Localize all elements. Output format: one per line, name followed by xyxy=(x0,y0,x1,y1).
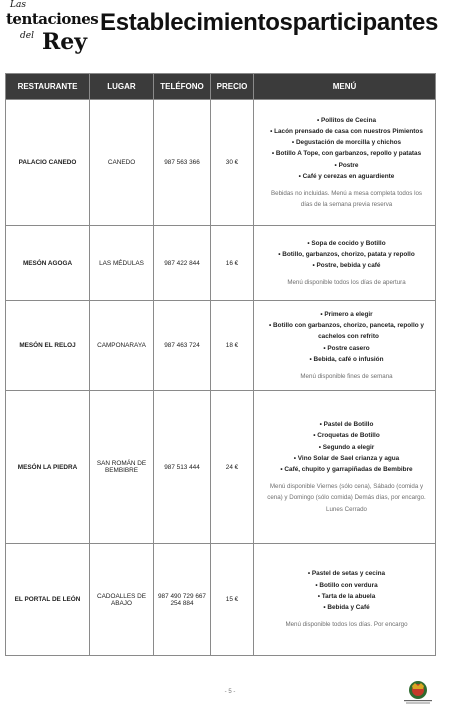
dish-list xyxy=(266,309,427,365)
menu-cell xyxy=(254,100,436,226)
dish-item: • Café, chupito y garrapiñadas de Bembibre xyxy=(266,464,427,475)
dish-item: • Bebida y Café xyxy=(266,602,427,613)
menu-cell xyxy=(254,391,436,544)
dish-item: • Bebida, café o infusión xyxy=(266,354,427,365)
restaurant-name: PALACIO CANEDO xyxy=(6,100,90,226)
brand-logo xyxy=(6,0,99,60)
restaurant-phone: 987 490 729 667 254 884 xyxy=(154,544,211,656)
dish-item: • Vino Solar de Sael crianza y agua xyxy=(266,453,427,464)
restaurant-place: CADOALLES DE ABAJO xyxy=(90,544,154,656)
restaurant-name: MESÓN AGOGA xyxy=(6,226,90,301)
restaurant-place: LAS MÉDULAS xyxy=(90,226,154,301)
restaurant-phone: 987 513 444 xyxy=(154,391,211,544)
menu-price: 15 € xyxy=(211,544,254,656)
restaurant-phone: 987 422 844 xyxy=(154,226,211,301)
dish-item: • Botillo con garbanzos, chorizo, panceta, repollo y cachelos con refrito xyxy=(266,320,427,342)
menu-note: Menú disponible todos los días de apertura xyxy=(287,279,406,287)
dish-item: • Sopa de cocido y Botillo xyxy=(266,238,427,249)
dish-item: • Postre, bebida y café xyxy=(266,260,427,271)
dish-item: • Botillo A Tope, con garbanzos, repollo y patatas xyxy=(266,148,427,159)
table-row xyxy=(6,100,436,226)
menu-price: 24 € xyxy=(211,391,254,544)
table-row xyxy=(6,301,436,391)
menu-note: Menú disponible todos los días. Por encargo xyxy=(285,621,408,629)
dish-list xyxy=(266,568,427,613)
logo-line-4: Rey xyxy=(42,29,88,55)
dish-item: • Pollitos de Cecina xyxy=(266,115,427,126)
dish-list xyxy=(266,115,427,182)
menu-price: 16 € xyxy=(211,226,254,301)
page-header xyxy=(0,0,460,62)
menu-cell xyxy=(254,301,436,391)
column-header-menu: MENÚ xyxy=(254,74,436,100)
dish-item: • Postre casero xyxy=(266,343,427,354)
dish-item: • Pastel de setas y cecina xyxy=(266,568,427,579)
restaurant-name: EL PORTAL DE LEÓN xyxy=(6,544,90,656)
dish-item: • Degustación de morcilla y chichos xyxy=(266,137,427,148)
page-title: Establecimientosparticipantes xyxy=(100,9,439,36)
column-header-place: LUGAR xyxy=(90,74,154,100)
menu-note: Menú disponible fines de semana xyxy=(300,372,393,380)
dish-item: • Lacón prensado de casa con nuestros Pimientos xyxy=(266,126,427,137)
menu-cell xyxy=(254,226,436,301)
column-header-restaurant: RESTAURANTE xyxy=(6,74,90,100)
dish-item: • Pastel de Botillo xyxy=(266,419,427,430)
restaurants-table xyxy=(5,73,436,656)
seal-icon xyxy=(400,679,436,705)
menu-price: 18 € xyxy=(211,301,254,391)
dish-item: • Tarta de la abuela xyxy=(266,591,427,602)
menu-cell xyxy=(254,544,436,656)
dish-list xyxy=(266,419,427,475)
menu-price: 30 € xyxy=(211,100,254,226)
logo-line-1: Las xyxy=(10,0,26,10)
dish-item: • Croquetas de Botillo xyxy=(266,430,427,441)
table-header-row xyxy=(6,74,436,100)
dish-item: • Botillo con verdura xyxy=(266,580,427,591)
menu-note: Bebidas no incluidas. Menú a mesa completa todos los días de la semana previa reserva xyxy=(271,189,422,209)
restaurant-phone: 987 563 366 xyxy=(154,100,211,226)
dish-item: • Postre xyxy=(266,160,427,171)
dish-item: • Primero a elegir xyxy=(266,309,427,320)
restaurant-place: SAN ROMÁN DE BEMBIBRE xyxy=(90,391,154,544)
dish-item: • Café y cerezas en aguardiente xyxy=(266,171,427,182)
logo-line-2: tentaciones xyxy=(6,10,99,28)
column-header-price: PRECIO xyxy=(211,74,254,100)
table-row xyxy=(6,226,436,301)
table-row xyxy=(6,391,436,544)
menu-note: Menú disponible Viernes (sólo cena), Sábado (comida y cena) y Domingo (sólo comida) Demás días, por encargo. Lunes Cerrado xyxy=(267,483,426,513)
table-row xyxy=(6,544,436,656)
restaurant-place: CANEDO xyxy=(90,100,154,226)
dish-item: • Segundo a elegir xyxy=(266,442,427,453)
page-number: - 5 - xyxy=(224,689,236,695)
restaurant-place: CAMPONARAYA xyxy=(90,301,154,391)
restaurant-name: MESÓN EL RELOJ xyxy=(6,301,90,391)
restaurant-name: MESÓN LA PIEDRA xyxy=(6,391,90,544)
dish-list xyxy=(266,238,427,272)
column-header-phone: TELÉFONO xyxy=(154,74,211,100)
restaurant-phone: 987 463 724 xyxy=(154,301,211,391)
dish-item: • Botillo, garbanzos, chorizo, patata y repollo xyxy=(266,249,427,260)
logo-line-3: del xyxy=(20,31,34,41)
